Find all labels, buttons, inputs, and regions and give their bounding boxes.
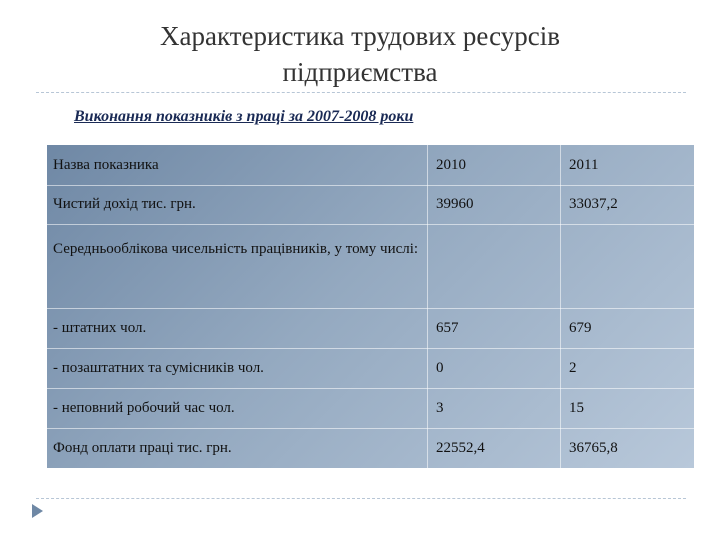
table-cell-value: 39960 — [436, 196, 474, 212]
bottom-divider — [36, 498, 686, 499]
table-cell-value — [563, 224, 694, 308]
table-cell-value: 22552,4 — [436, 439, 485, 456]
table-cell-value: 3 — [436, 399, 444, 416]
table-cell-value: 36765,8 — [569, 439, 618, 456]
table-cell-value: 0 — [436, 359, 444, 376]
table-row-label: Середньооблікова чисельність працівників, у тому числі: — [53, 241, 419, 257]
title-line-2: підприємства — [282, 57, 438, 87]
table-cell-value: 15 — [569, 399, 584, 416]
page-title — [60, 18, 660, 90]
table-cell-value — [430, 224, 560, 308]
top-divider — [36, 92, 686, 93]
table-row-label: Чистий дохід тис. грн. — [53, 196, 196, 212]
title-line-1: Характеристика трудових ресурсів — [160, 21, 560, 51]
table-cell-value: 679 — [569, 319, 592, 336]
table-row-label: Фонд оплати праці тис. грн. — [53, 439, 232, 456]
table-subtitle: Виконання показників з праці за 2007-2008 роки — [74, 108, 414, 125]
header-cell-indicator: Назва показника — [53, 156, 159, 173]
triangle-arrow-icon — [32, 504, 43, 518]
header-cell-2010: 2010 — [436, 156, 466, 173]
table-cell-value: 2 — [569, 359, 577, 376]
column-divider-1 — [427, 145, 428, 468]
column-divider-2 — [560, 145, 561, 468]
header-cell-2011: 2011 — [569, 156, 599, 173]
table-cell-value: 33037,2 — [569, 196, 618, 212]
table-row-label: - штатних чол. — [53, 319, 147, 336]
table-cell-value: 657 — [436, 319, 459, 336]
table-row-label: - позаштатних та сумісників чол. — [53, 359, 264, 376]
table-row-label: - неповний робочий час чол. — [53, 399, 235, 416]
data-table — [47, 145, 694, 468]
